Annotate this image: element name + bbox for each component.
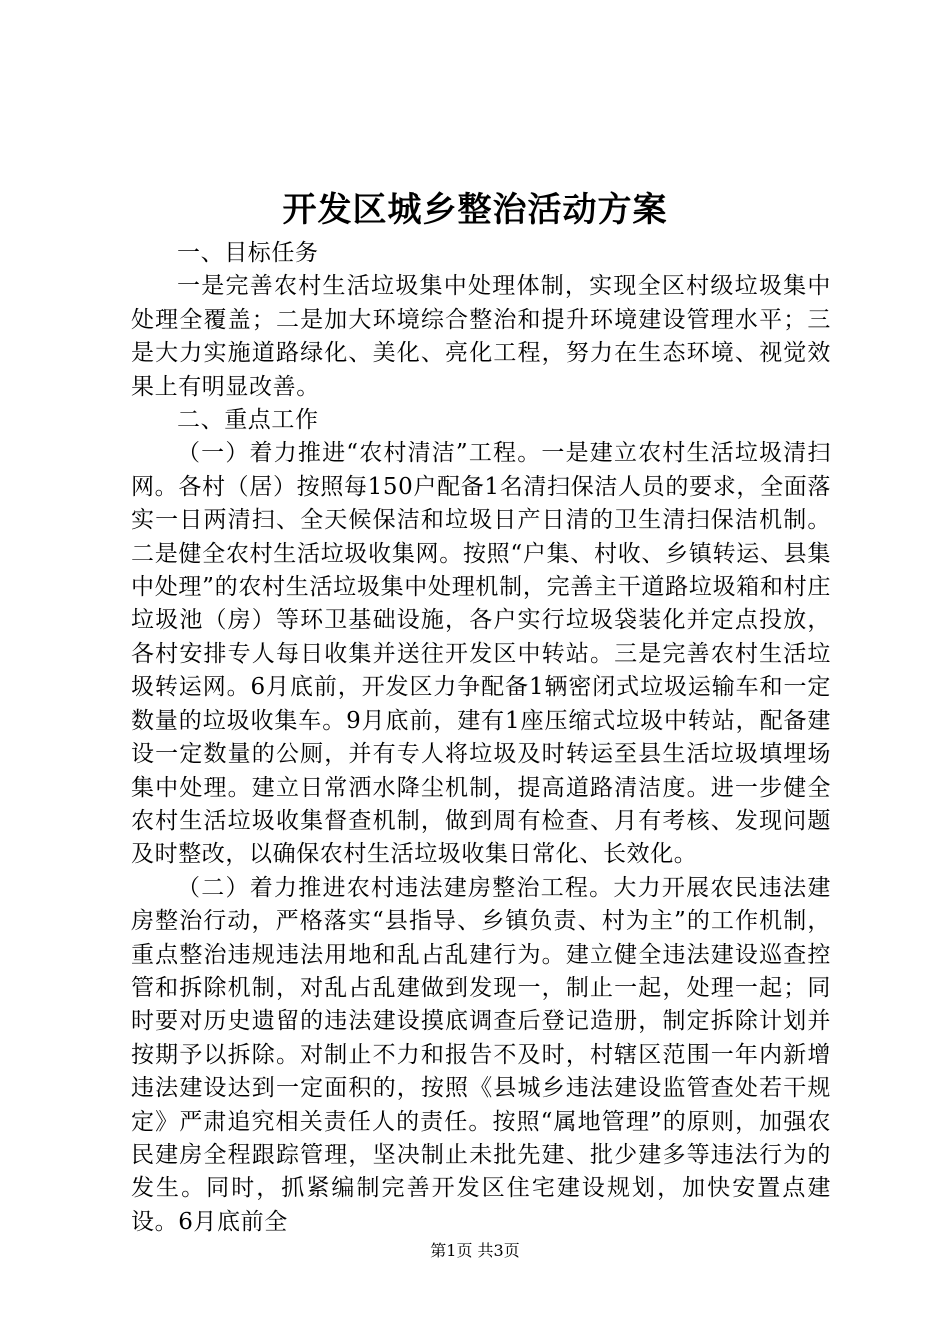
section-heading-goals: 一、目标任务 <box>177 240 319 266</box>
paragraph-rural-cleaning: （一）着力推进“农村清洁”工程。一是建立农村生活垃圾清扫网。各村（居）按照每150户配备1名清扫保洁人员的要求，全面落实一日两清扫、全天候保洁和垃圾日产日清的卫生清扫保洁机制。二是健全农村生活垃圾收集网。按照“户集、村收、乡镇转运、县集中处理”的农村生活垃圾集中处理机制，完善主干道路垃圾箱和村庄垃圾池（房）等环卫基础设施，各户实行垃圾袋装化并定点投放，各村安排专人每日收集并送往开发区中转站。三是完善农村生活垃圾转运网。6月底前，开发区力争配备1辆密闭式垃圾运输车和一定数量的垃圾收集车。9月底前，建有1座压缩式垃圾中转站，配备建设一定数量的公厕，并有专人将垃圾及时转运至县生活垃圾填埋场集中处理。建立日常洒水降尘机制，提高道路清洁度。进一步健全农村生活垃圾收集督查机制，做到周有检查、月有考核、发现问题及时整改，以确保农村生活垃圾收集日常化、长效化。 <box>131 440 831 868</box>
document-body <box>131 237 831 1239</box>
page-footer: 第1页 共3页 <box>430 1241 520 1260</box>
paragraph-illegal-construction: （二）着力推进农村违法建房整治工程。大力开展农民违法建房整治行动，严格落实“县指导、乡镇负责、村为主”的工作机制，重点整治违规违法用地和乱占乱建行为。建立健全违法建设巡查控管和拆除机制，对乱占乱建做到发现一，制止一起，处理一起；同时要对历史遗留的违法建设摸底调查后登记造册，制定拆除计划并按期予以拆除。对制止不力和报告不及时，村辖区范围一年内新增违法建设达到一定面积的，按照《县城乡违法建设监管查处若干规定》严肃追究相关责任人的责任。按照“属地管理”的原则，加强农民建房全程跟踪管理，坚决制止未批先建、批少建多等违法行为的发生。同时，抓紧编制完善开发区住宅建设规划，加快安置点建设。6月底前全 <box>131 874 831 1235</box>
paragraph-goals: 一是完善农村生活垃圾集中处理体制，实现全区村级垃圾集中处理全覆盖；二是加大环境综合整治和提升环境建设管理水平；三是大力实施道路绿化、美化、亮化工程，努力在生态环境、视觉效果上有明显改善。 <box>131 273 831 400</box>
document-title: 开发区城乡整治活动方案 <box>282 190 668 230</box>
section-heading-key-work: 二、重点工作 <box>177 407 319 434</box>
